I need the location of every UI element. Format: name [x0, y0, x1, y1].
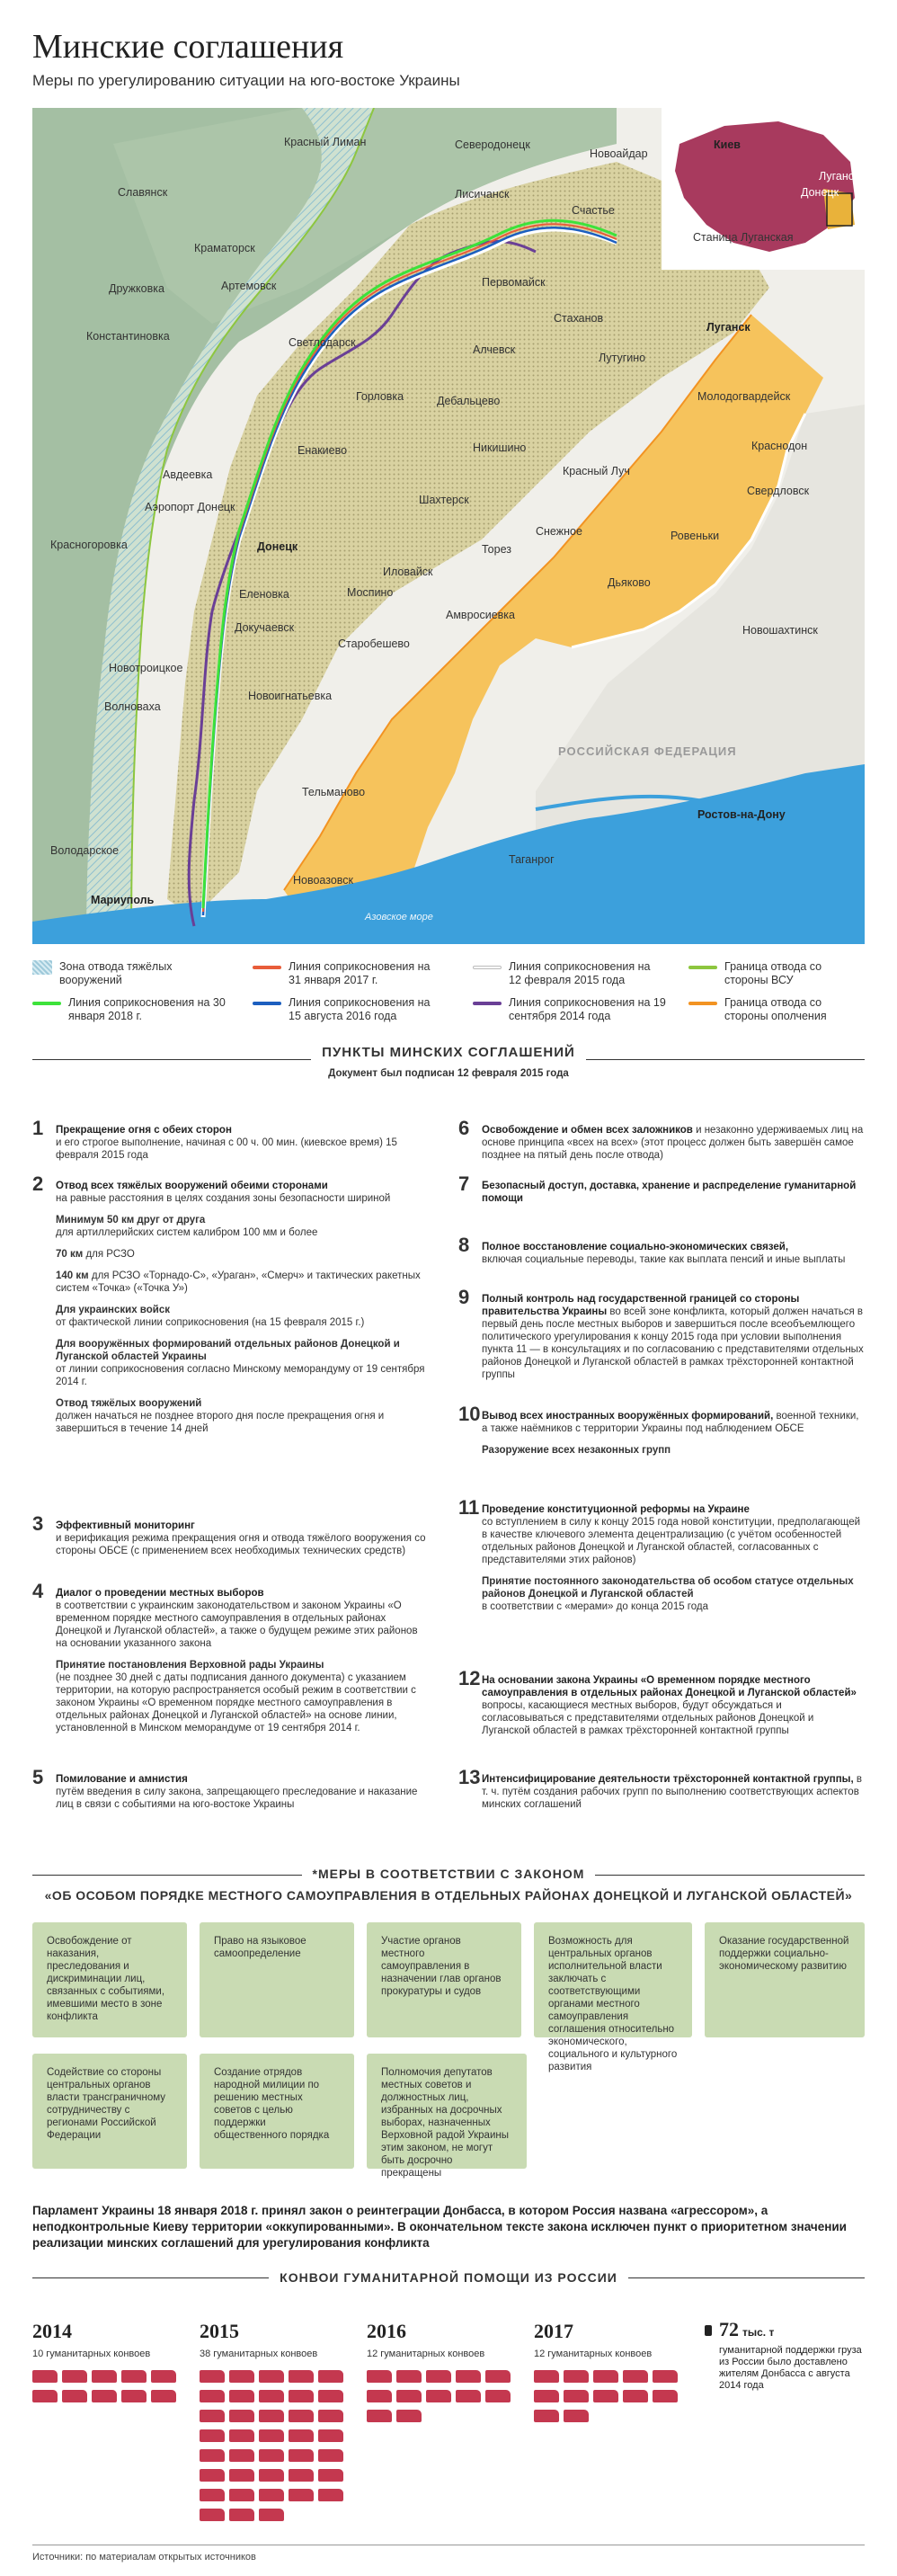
convoy-truck-icon [200, 2509, 225, 2521]
convoy-truck-icon [289, 2390, 314, 2402]
total-block [705, 2318, 866, 2392]
convoy-truck-icon [318, 2449, 343, 2462]
city-krasny-liman: Красный Лиман [284, 136, 367, 148]
city-novoshakhtinsk: Новошахтинск [742, 624, 818, 637]
city-severodonetsk: Северодонецк [455, 138, 530, 151]
measure-box: Содействие со стороны центральных органов власти трансграничному сотрудничеству с регионами Российской Федерации [32, 2054, 187, 2169]
swatch-2015 [473, 966, 502, 969]
point-1: 1 Прекращение огня с обеих сторон и его строгое выполнение, начиная с 00 ч. 00 мин. (киевское время) 15 февраля 2015 года [32, 1117, 397, 1161]
convoy-truck-icon [259, 2469, 284, 2482]
convoy-truck-icon [593, 2370, 618, 2383]
city-donetsk: Донецк [257, 540, 298, 553]
convoy-truck-icon [534, 2410, 559, 2422]
city-alchevsk: Алчевск [473, 343, 516, 356]
convoy-truck-icon [229, 2370, 254, 2383]
city-ilovaysk: Иловайск [383, 566, 433, 578]
convoy-truck-icon [259, 2449, 284, 2462]
city-krasnogorovka: Красногоровка [50, 539, 128, 551]
city-kramatorsk: Краматорск [194, 242, 255, 254]
convoy-label-2014: 10 гуманитарных конвоев [32, 2349, 151, 2359]
convoy-truck-icon [289, 2469, 314, 2482]
convoy-truck-icon [396, 2390, 422, 2402]
convoy-truck-icon [200, 2449, 225, 2462]
measure-box: Оказание государственной поддержки социально-экономическому развитию [705, 1922, 865, 2037]
city-lisichansk: Лисичанск [455, 188, 510, 201]
city-novoignatyevka: Новоигнатьевка [248, 690, 333, 702]
measure-box: Участие органов местного самоуправления в назначении глав органов прокуратуры и судов [367, 1922, 521, 2037]
city-stanitsa: Станица Луганская [693, 231, 794, 244]
city-krasny-luch: Красный Луч [563, 465, 630, 477]
city-schastye: Счастье [572, 204, 615, 217]
measures-title-1: *МЕРЫ В СООТВЕТСТВИИ С ЗАКОНОМ [0, 1867, 897, 1881]
city-mariupol: Мариуполь [91, 894, 155, 906]
legend-2014: Линия соприкосновения на 19 сентября 2014 года [473, 996, 671, 1023]
legend-2015: Линия соприкосновения на 12 февраля 2015 года [473, 960, 662, 987]
convoy-truck-icon [653, 2390, 678, 2402]
measure-box: Возможность для центральных органов исполнительной власти заключать с соответствующими органами местного самоуправления соглашения относительно экономического, социального и культурного развития [534, 1922, 692, 2037]
measure-box: Право на языковое самоопределение [200, 1922, 354, 2037]
city-snezhnoe: Снежное [536, 525, 582, 538]
convoy-truck-icon [564, 2370, 589, 2383]
convoy-truck-icon [200, 2489, 225, 2501]
convoy-truck-icon [564, 2390, 589, 2402]
convoy-truck-icon [367, 2390, 392, 2402]
convoy-truck-icon [259, 2410, 284, 2422]
measure-box: Создание отрядов народной милиции по решению местных советов с целью поддержки общественного порядка [200, 2054, 354, 2169]
inset-donetsk: Донецк [801, 186, 839, 199]
convoy-truck-icon [318, 2370, 343, 2383]
hatch-swatch [32, 960, 52, 975]
city-artemovsk: Артемовск [221, 280, 277, 292]
year-2016: 2016 [367, 2320, 406, 2342]
city-rostov: Ростов-на-Дону [697, 808, 786, 821]
weight-icon [705, 2325, 712, 2336]
convoy-truck-icon [92, 2390, 117, 2402]
city-elenovka: Еленовка [239, 588, 289, 601]
swatch-2017 [253, 966, 281, 969]
point-2-sub-6: Отвод тяжёлых вооружений должен начаться не позднее второго дня после прекращения огня и завершиться в течение 14 дней [56, 1398, 385, 1434]
convoy-truck-icon [367, 2370, 392, 2383]
convoy-truck-icon [121, 2390, 147, 2402]
convoy-truck-icon [259, 2390, 284, 2402]
city-konstantinovka: Константиновка [86, 330, 170, 343]
total-value: 72 [719, 2318, 739, 2340]
convoy-truck-icon [259, 2370, 284, 2383]
convoy-truck-icon [318, 2469, 343, 2482]
point-12: 12 На основании закона Украины «О временном порядке местного самоуправления в отдельных районах Донецкой и Луганской областей» вопросы, касающиеся местных выборов, будут обсуждаться и согласовываться с представителями отдельных районов Донецкой и Луганской областей в рамках трёхсторонней контактной группы [458, 1667, 857, 1736]
city-gorlovka: Горловка [356, 390, 404, 403]
convoy-truck-icon [318, 2429, 343, 2442]
measures-title-2: «ОБ ОСОБОМ ПОРЯДКЕ МЕСТНОГО САМОУПРАВЛЕНИЯ В ОТДЕЛЬНЫХ РАЙОНАХ ДОНЕЦКОЙ И ЛУГАНСКОЙ ОБЛАСТЕЙ» [44, 1888, 853, 1903]
city-krasnodon: Краснодон [751, 440, 808, 452]
convoys-title: КОНВОИ ГУМАНИТАРНОЙ ПОМОЩИ ИЗ РОССИИ [0, 2270, 897, 2285]
convoy-truck-icon [32, 2390, 58, 2402]
city-debaltsevo: Дебальцево [437, 395, 501, 407]
convoy-truck-icon [92, 2370, 117, 2383]
convoy-truck-icon [485, 2390, 511, 2402]
city-slavyansk: Славянск [118, 186, 168, 199]
legend-zone: Зона отвода тяжёлых вооружений [32, 960, 230, 987]
city-amvrosievka: Амвросиевка [446, 609, 515, 621]
convoy-truck-icon [229, 2449, 254, 2462]
point-4-sub-1: Принятие постановления Верховной рады Украины (не позднее 30 дней с даты подписания данного документа) с указанием территории, на которую распространяется особый режим в соответствии с законом Украины «О временном порядке местного самоуправления в отдельных районах Донецкой и Луганской областей» на основе линии, установленной в Минском меморандуме от 19 сентября 2014 г. [56, 1660, 416, 1734]
convoy-truck-icon [259, 2489, 284, 2501]
total-header [705, 2318, 866, 2341]
convoy-truck-icon [456, 2370, 481, 2383]
convoy-truck-icon [151, 2370, 176, 2383]
city-lugansk: Луганск [706, 321, 750, 334]
city-avdeevka: Авдеевка [163, 468, 213, 481]
city-novoazovsk: Новоазовск [293, 874, 354, 887]
city-torez: Торез [482, 543, 511, 556]
city-dokuchaevsk: Докучаевск [235, 621, 295, 634]
convoy-truck-icon [318, 2390, 343, 2402]
inset-kiev: Киев [714, 138, 741, 151]
convoy-truck-icon [653, 2370, 678, 2383]
swatch-2016 [253, 1002, 281, 1005]
convoy-truck-icon [534, 2370, 559, 2383]
convoy-truck-icon [200, 2390, 225, 2402]
year-2014: 2014 [32, 2320, 72, 2342]
measure-box: Освобождение от наказания, преследования и дискриминации лиц, связанных с событиями, имевшими место в зоне конфликта [32, 1922, 187, 2037]
convoy-label-2017: 12 гуманитарных конвоев [534, 2349, 653, 2359]
city-enakievo: Енакиево [298, 444, 348, 457]
convoy-truck-icon [456, 2390, 481, 2402]
city-rovenki: Ровеньки [671, 530, 720, 542]
page-subtitle: Меры по урегулированию ситуации на юго-востоке Украины [32, 72, 460, 89]
legend-2017: Линия соприкосновения на 31 января 2017 г. [253, 960, 441, 987]
point-11-sub-1: Принятие постоянного законодательства об особом статусе отдельных районов Донецкой и Луганской областей в соответствии с «мерами» до конца 2015 года [482, 1576, 854, 1612]
point-2-sub-1: Минимум 50 км друг от друга для артиллерийских систем калибром 100 мм и более [56, 1215, 318, 1238]
convoy-truck-icon [318, 2410, 343, 2422]
legend-opol: Граница отвода со стороны ополчения [688, 996, 864, 1023]
total-unit: тыс. т [742, 2326, 775, 2339]
city-airport: Аэропорт Донецк [145, 501, 235, 513]
convoy-truck-icon [229, 2509, 254, 2521]
point-8: 8 Полное восстановление социально-экономических связей, включая социальные переводы, такие как выплата пенсий и иные выплаты [458, 1234, 846, 1265]
city-novotroitskoe: Новотроицкое [109, 662, 183, 674]
convoy-truck-icon [229, 2390, 254, 2402]
swatch-2018 [32, 1002, 61, 1005]
city-volnovakha: Волноваха [104, 700, 161, 713]
convoy-label-2016: 12 гуманитарных конвоев [367, 2349, 485, 2359]
convoy-truck-icon [121, 2370, 147, 2383]
point-9: 9 Полный контроль над государственной границей со стороны правительства Украины во всей зоне конфликта, который должен начаться в первый день после местных выборов и завершиться после всеобъемлющего политического урегулирования к концу 2015 года при условии выполнения пункта 11 — в консультациях и по согласованию с представителями отдельных районов Донецкой и Луганской областей в рамках трёхсторонней контактной группы [458, 1286, 864, 1380]
convoy-truck-icon [200, 2370, 225, 2383]
city-novoaydar: Новоайдар [590, 147, 648, 160]
convoy-truck-icon [229, 2469, 254, 2482]
convoy-truck-icon [62, 2370, 87, 2383]
convoy-truck-icon [289, 2489, 314, 2501]
convoy-label-2015: 38 гуманитарных конвоев [200, 2349, 318, 2359]
convoy-truck-icon [229, 2410, 254, 2422]
convoy-truck-icon [593, 2390, 618, 2402]
point-2-sub-2: 70 км для РСЗО [56, 1249, 135, 1260]
swatch-vsu [688, 966, 717, 969]
parliament-text: Парламент Украины 18 января 2018 г. принял закон о реинтеграции Донбасса, в котором Россия названа «агрессором», а неподконтрольные Киеву территории «оккупированными». В окончательном тексте закона исключен пункт о приоритетном значении реализации минских соглашений для урегулирования конфликта [32, 2204, 847, 2250]
city-volodarskoe: Володарское [50, 844, 120, 857]
legend-vsu: Граница отвода со стороны ВСУ [688, 960, 864, 987]
city-telmanovo: Тельманово [302, 786, 366, 798]
city-svetlodarsk: Светлодарск [289, 336, 356, 349]
city-pervomaysk: Первомайск [482, 276, 546, 289]
points-title: ПУНКТЫ МИНСКИХ СОГЛАШЕНИЙ [0, 1045, 897, 1060]
convoy-truck-icon [151, 2390, 176, 2402]
point-3: 3 Эффективный мониторинг и верификация режима прекращения огня и отвода тяжёлого вооружения со стороны ОБСЕ (с применением всех необходимых технических средств) [32, 1512, 426, 1556]
year-2015: 2015 [200, 2320, 239, 2342]
legend-2016: Линия соприкосновения на 15 августа 2016 года [253, 996, 441, 1023]
city-nikishino: Никишино [473, 441, 527, 454]
point-7: 7 Безопасный доступ, доставка, хранение и распределение гуманитарной помощи [458, 1172, 857, 1204]
convoy-truck-icon [32, 2370, 58, 2383]
convoy-truck-icon [396, 2410, 422, 2422]
swatch-2014 [473, 1002, 502, 1005]
conflict-map [32, 108, 865, 944]
point-5: 5 Помилование и амнистия путём введения в силу закона, запрещающего преследование и наказание лиц в связи с событиями на юго-востоке Украины [32, 1766, 418, 1810]
city-mospino: Моспино [347, 586, 394, 599]
year-2017: 2017 [534, 2320, 573, 2342]
city-shakhtersk: Шахтерск [419, 494, 469, 506]
convoy-truck-icon [485, 2370, 511, 2383]
point-2-sub-4: Для украинских войск от фактической линии соприкосновения (на 15 февраля 2015 г.) [56, 1305, 365, 1328]
point-6: 6 Освобождение и обмен всех заложников и незаконно удерживаемых лиц на основе принципа «всех на всех» (этот процесс должен быть завершён самое позднее на пятый день после отвода) [458, 1117, 864, 1161]
city-dyakovo: Дьяково [608, 576, 651, 589]
legend-2018: Линия соприкосновения на 30 января 2018 г. [32, 996, 230, 1023]
convoy-truck-icon [289, 2410, 314, 2422]
convoy-truck-icon [259, 2429, 284, 2442]
convoy-truck-icon [623, 2370, 648, 2383]
point-2-sub-5: Для вооружённых формирований отдельных районов Донецкой и Луганской областей Украины от линии соприкосновения согласно Минскому меморандуму от 19 сентября 2014 г. [56, 1339, 425, 1387]
convoy-truck-icon [289, 2449, 314, 2462]
swatch-opol [688, 1002, 717, 1005]
convoy-truck-icon [229, 2429, 254, 2442]
point-4: 4 Диалог о проведении местных выборов в соответствии с украинским законодательством и законом Украины «О временном порядке местного самоуправления в отдельных районах Донецкой и Луганской областей», а также о будущем режиме этих районов на основании указанного закона Принятие постановления Верховной рады Украины (не позднее 30 дней с даты подписания данного документа) с указанием территории, на которую распространяется особый режим в соответствии с законом Украины «О временном порядке местного самоуправления в отдельных районах Донецкой и Луганской областей» на основе линии, установленной в Минском меморандуме от 19 сентября 2014 г. [32, 1587, 428, 1734]
city-sverdlovsk: Свердловск [747, 485, 810, 497]
point-2-sub-3: 140 км для РСЗО «Торнадо-С», «Ураган», «Смерч» и тактических ракетных систем «Точка» («Точка У») [56, 1270, 421, 1294]
convoy-truck-icon [200, 2469, 225, 2482]
convoy-truck-icon [426, 2390, 451, 2402]
convoy-truck-icon [200, 2410, 225, 2422]
convoy-truck-icon [289, 2370, 314, 2383]
convoy-truck-icon [426, 2370, 451, 2383]
point-13: 13 Интенсифицирование деятельности трёхсторонней контактной группы, в т. ч. путём создания рабочих групп по выполнению соответствующих аспектов минских соглашений [458, 1766, 862, 1810]
inset-lugansk: Луганск [819, 170, 859, 183]
convoy-truck-icon [564, 2410, 589, 2422]
russia-label: РОССИЙСКАЯ ФЕДЕРАЦИЯ [558, 744, 737, 758]
points-subtitle: Документ был подписан 12 февраля 2015 года [328, 1068, 569, 1079]
city-lutugino: Лутугино [599, 352, 646, 364]
city-molodogvardeysk: Молодогвардейск [697, 390, 791, 403]
convoy-truck-icon [229, 2489, 254, 2501]
convoy-truck-icon [367, 2410, 392, 2422]
convoy-truck-icon [62, 2390, 87, 2402]
convoy-truck-icon [623, 2390, 648, 2402]
convoy-truck-icon [396, 2370, 422, 2383]
convoy-truck-icon [289, 2429, 314, 2442]
city-taganrog: Таганрог [509, 853, 555, 866]
point-10: 10 Вывод всех иностранных вооружённых формирований, военной техники, а также наёмников с территории Украины под наблюдением ОБСЕ Разоружение всех незаконных групп [458, 1403, 859, 1456]
city-starobeshevo: Старобешево [338, 637, 410, 650]
footer-source: Источники: по материалам открытых источников [32, 2552, 256, 2563]
convoy-truck-icon [318, 2489, 343, 2501]
map-legend [32, 960, 865, 1032]
convoy-truck-icon [200, 2429, 225, 2442]
page-title: Минские соглашения [32, 28, 344, 66]
convoy-truck-icon [259, 2509, 284, 2521]
city-druzhkovka: Дружковка [109, 282, 164, 295]
sea-label: Азовское море [365, 912, 433, 923]
map-svg [32, 108, 865, 944]
city-stakhanov: Стаханов [554, 312, 604, 325]
convoy-truck-icon [534, 2390, 559, 2402]
point-2: 2 Отвод всех тяжёлых вооружений обеими сторонами на равные расстояния в целях создания зоны безопасности шириной Минимум 50 км друг от друга для артиллерийских систем калибром 100 мм и более 70 км для РСЗО 140 км для РСЗО «Торнадо-С», «Ураган», «Смерч» и тактических ракетных систем «Точка» («Точка У») Для украинских войск от фактической линии соприкосновения (на 15 февраля 2015 г.) Для вооружённых формирований отдельных районов Донецкой и Луганской областей Украины от линии соприкосновения согласно Минскому меморандуму от 19 сентября 2014 г. Отвод тяжёлых вооружений должен начаться не позднее второго дня после прекращения огня и завершиться в течение 14 дней [32, 1180, 428, 1435]
total-text: гуманитарной поддержки груза из России было доставлено жителям Донбасса с августа 2014 года [719, 2345, 862, 2391]
point-11: 11 Проведение конституционной реформы на Украине со вступлением в силу к концу 2015 года новой конституции, предполагающей в качестве ключевого элемента децентрализацию (с учётом особенностей отдельных районов Донецкой и Луганской областей, согласованных с представителями этих районов) Принятие постоянного законодательства об особом статусе отдельных районов Донецкой и Луганской областей в соответствии с «мерами» до конца 2015 года [458, 1503, 865, 1613]
measure-box: Полномочия депутатов местных советов и должностных лиц, избранных на досрочных выборах, назначенных Верховной радой Украины этим законом, не могут быть досрочно прекращены [367, 2054, 527, 2169]
